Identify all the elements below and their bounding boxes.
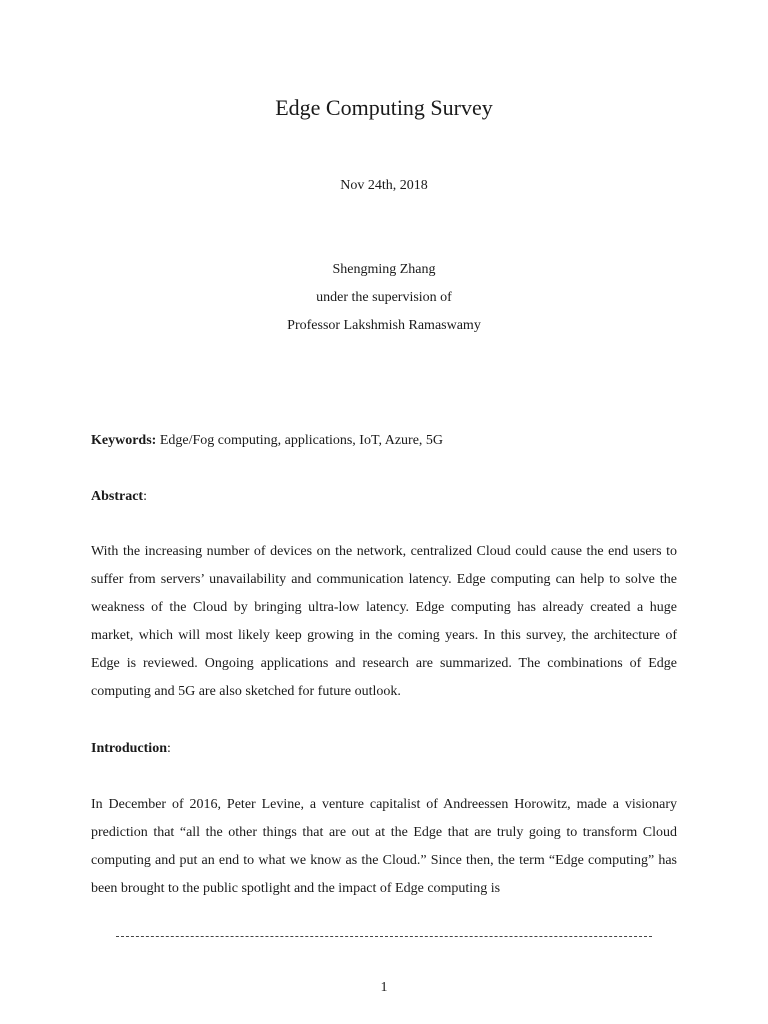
introduction-heading-colon: : [166,741,171,756]
keywords-text: Edge/Fog computing, applications, IoT, Azure, 5G [156,433,444,448]
introduction-heading-label: Introduction [91,741,167,756]
keywords-line [91,427,677,455]
page-number: 1 [380,980,388,995]
abstract-heading-label: Abstract [91,489,144,504]
abstract-heading [91,483,677,511]
abstract-heading-colon: : [143,489,147,504]
document-date: Nov 24th, 2018 [340,178,428,193]
abstract-body: With the increasing number of devices on the network, centralized Cloud could cause the end users to suffer from servers’ unavailability and communication latency. Edge computing can help to solve the weakness of the Cloud by bringing ultra-low latency. Edge computing has already created a huge market, which will most likely keep growing in the coming years. In this survey, the architecture of Edge is reviewed. Ongoing applications and research are summarized. The combinations of Edge computing and 5G are also sketched for future outlook. [91,544,677,699]
author-name: Shengming Zhang [332,262,436,277]
introduction-body: In December of 2016, Peter Levine, a venture capitalist of Andreessen Horowitz, made a visionary prediction that “all the other things that are out at the Edge that are truly going to transform Cloud computing and put an end to what we know as the Cloud.” Since then, the term “Edge computing” has been brought to the public spotlight and the impact of Edge computing is [91,797,677,896]
footer-divider [116,936,652,937]
supervision-line: under the supervision of [316,290,452,305]
introduction-heading [91,735,677,763]
keywords-label: Keywords: [91,433,157,448]
document-title: Edge Computing Survey [275,95,493,120]
supervisor-name: Professor Lakshmish Ramaswamy [287,318,481,333]
